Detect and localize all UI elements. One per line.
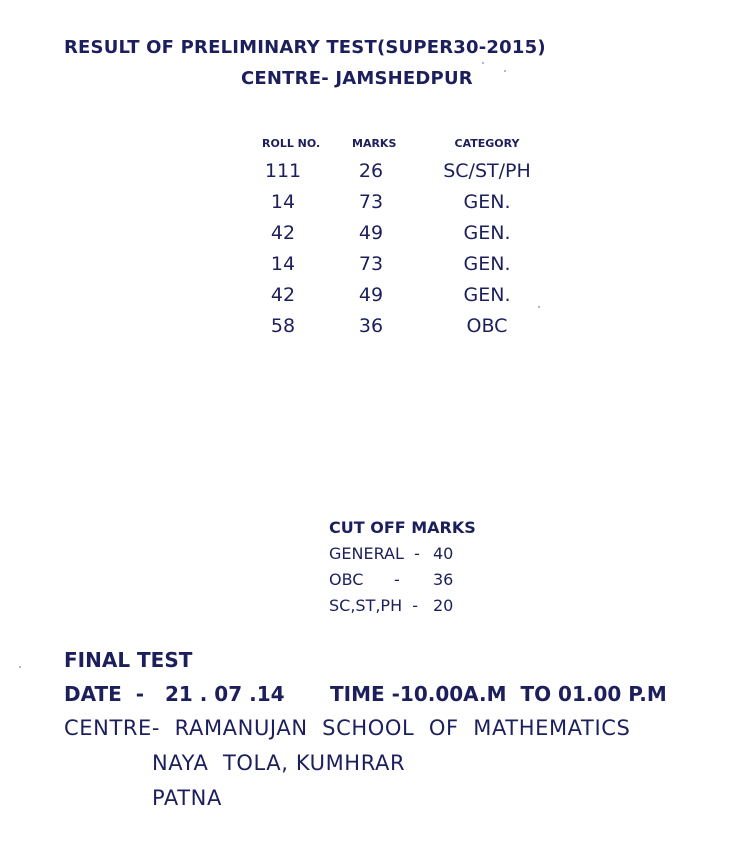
venue-address-line2: PATNA [152,786,222,810]
category-value: OBC [466,315,508,337]
cutoff-label-sc-st-ph: SC,ST,PH - [329,596,419,615]
category-value: GEN. [463,191,511,213]
marks-value: 36 [358,315,384,337]
cutoff-value-general: 40 [433,544,454,563]
roll-number: 14 [270,191,296,213]
marks-value: 26 [358,160,384,182]
category-value: GEN. [463,284,511,306]
column-header-roll-no: ROLL NO. [262,137,321,150]
final-test-title: FINAL TEST [64,648,193,672]
roll-number: 42 [270,222,296,244]
marks-value: 49 [358,222,384,244]
roll-number: 58 [270,315,296,337]
scan-speck [19,666,21,668]
roll-number: 42 [270,284,296,306]
cutoff-title: CUT OFF MARKS [329,518,476,537]
roll-number: 14 [270,253,296,275]
category-value: GEN. [463,222,511,244]
marks-value: 73 [358,253,384,275]
marks-value: 49 [358,284,384,306]
cutoff-value-obc: 36 [433,570,454,589]
column-header-category: CATEGORY [454,137,520,150]
scan-speck [504,70,506,72]
category-value: SC/ST/PH [443,160,531,182]
category-value: GEN. [463,253,511,275]
marks-value: 73 [358,191,384,213]
final-test-date: DATE - 21 . 07 .14 [64,682,285,706]
centre-heading: CENTRE- JAMSHEDPUR [241,68,473,89]
column-header-marks: MARKS [352,137,397,150]
final-test-venue: CENTRE- RAMANUJAN SCHOOL OF MATHEMATICS [64,716,631,740]
document-title: RESULT OF PRELIMINARY TEST(SUPER30-2015) [64,37,546,58]
roll-number: 111 [264,160,302,182]
scan-speck [538,306,540,308]
cutoff-label-obc: OBC - [329,570,400,589]
cutoff-label-general: GENERAL - [329,544,420,563]
final-test-time: TIME -10.00A.M TO 01.00 P.M [330,682,667,706]
venue-address-line1: NAYA TOLA, KUMHRAR [152,751,406,775]
cutoff-value-sc-st-ph: 20 [433,596,454,615]
scan-speck [482,62,484,64]
